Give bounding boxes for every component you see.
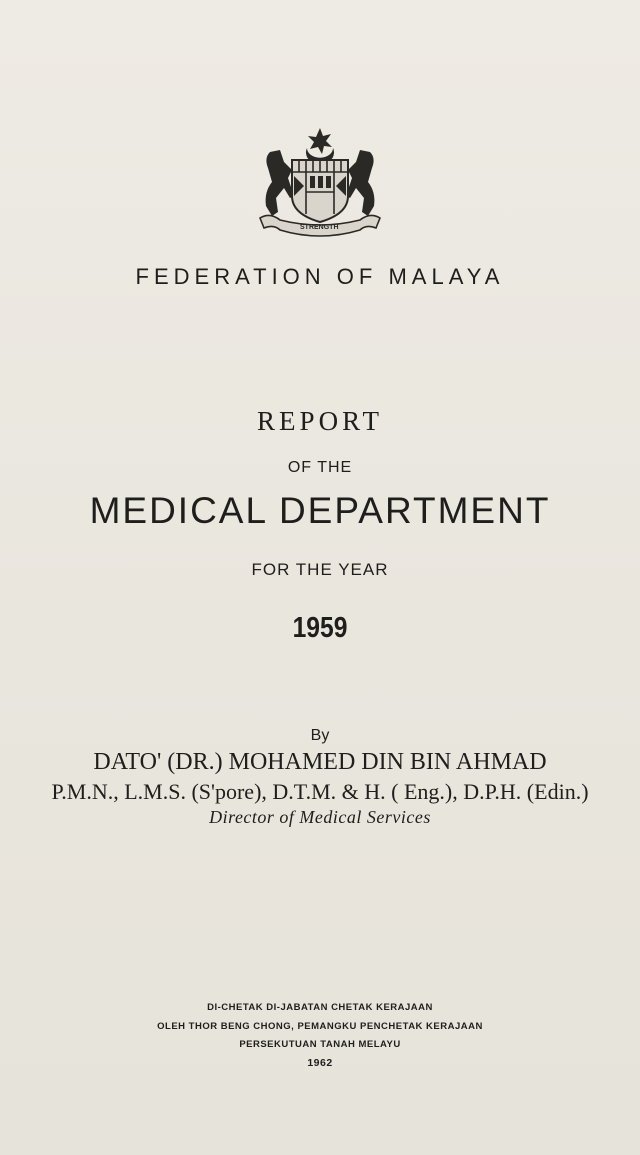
crest-motto: STRENGTH	[300, 224, 339, 231]
report-year: 1959	[292, 612, 348, 644]
by-label: By	[310, 727, 330, 744]
imprint-year: 1962	[307, 1057, 333, 1069]
imprint-line-1: DI-CHETAK DI-JABATAN CHETAK KERAJAAN	[207, 1002, 433, 1013]
for-the-year-label: FOR THE YEAR	[251, 560, 389, 579]
imprint-line-3: PERSEKUTUAN TANAH MELAYU	[239, 1039, 401, 1050]
department-title: MEDICAL DEPARTMENT	[89, 490, 551, 531]
author-position: Director of Medical Services	[209, 807, 431, 827]
imprint-line-2: OLEH THOR BENG CHONG, PEMANGKU PENCHETAK KERAJAAN	[157, 1021, 483, 1032]
report-title-of-the: OF THE	[287, 459, 353, 476]
author-name: DATO' (DR.) MOHAMED DIN BIN AHMAD	[93, 749, 547, 775]
country-heading: FEDERATION OF MALAYA	[135, 264, 505, 289]
report-title: REPORT	[257, 406, 383, 436]
author-credentials: P.M.N., L.M.S. (S'pore), D.T.M. & H. ( Eng.), D.P.H. (Edin.)	[51, 779, 589, 804]
federation-of-malaya-coat-of-arms-icon	[252, 122, 388, 242]
